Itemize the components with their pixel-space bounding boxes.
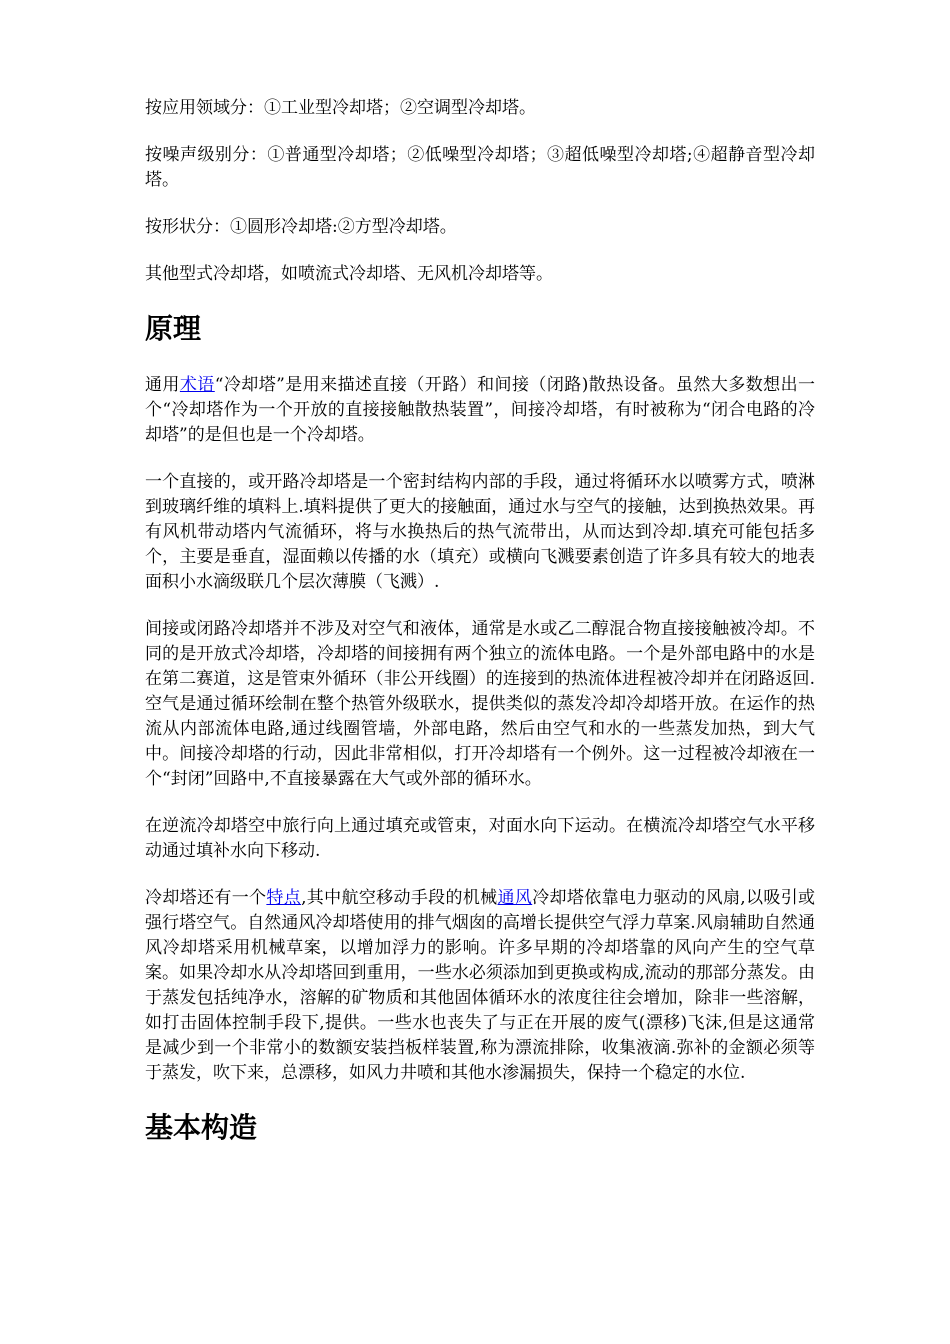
paragraph-text: 冷却塔依靠电力驱动的风扇,以吸引或强行塔空气。自然通风冷却塔使用的排气烟囱的高增长提供空气浮力草案.风扇辅助自然通风冷却塔采用机械草案，以增加浮力的影响。许多早期的冷却塔靠的风向产生的空气草案。如果冷却水从冷却塔回到重用，一些水必须添加到更换或构成,流动的那部分蒸发。由于蒸发包括纯净水，溶解的矿物质和其他固体循环水的浓度往往会增加，除非一些溶解，如打击固体控制手段下,提供。一些水也丧失了与正在开展的废气(漂移)飞沫,但是这通常是减少到一个非常小的数额安装挡板样装置,称为漂流排除，收集液滴.弥补的金额必须等于蒸发，吹下来，总漂移，如风力井喷和其他水渗漏损失，保持一个稳定的水位. [145, 888, 816, 1083]
document-page [145, 96, 815, 1172]
link-feature[interactable]: 特点 [266, 888, 302, 908]
classification-other: 其他型式冷却塔，如喷流式冷却塔、无风机冷却塔等。 [145, 264, 553, 284]
link-ventilation[interactable]: 通风 [497, 888, 533, 908]
heading-basic-structure: 基本构造 [145, 1111, 258, 1144]
heading-principle: 原理 [145, 312, 202, 345]
principle-paragraph-2: 一个直接的，或开路冷却塔是一个密封结构内部的手段，通过将循环水以喷雾方式，喷淋到玻璃纤维的填料上.填料提供了更大的接触面，通过水与空气的接触，达到换热效果。再有风机带动塔内气流循环，将与水换热后的热气流带出，从而达到冷却.填充可能包括多个，主要是垂直，湿面赖以传播的水（填充）或横向飞溅要素创造了许多具有较大的地表面积小水滴级联几个层次薄膜（飞溅）. [145, 472, 815, 592]
principle-paragraph-1 [145, 373, 815, 448]
principle-paragraph-5 [145, 886, 815, 1086]
paragraph-text: 通用 [145, 375, 180, 395]
classification-by-noise: 按噪声级别分：①普通型冷却塔；②低噪型冷却塔；③超低噪型冷却塔;④超静音型冷却塔。 [145, 145, 815, 190]
paragraph-text: ,其中航空移动手段的机械 [301, 888, 498, 908]
classification-by-shape: 按形状分：①圆形冷却塔:②方型冷却塔。 [145, 217, 457, 237]
classification-by-application: 按应用领域分：①工业型冷却塔；②空调型冷却塔。 [145, 98, 536, 118]
link-terminology[interactable]: 术语 [179, 375, 215, 395]
principle-paragraph-4: 在逆流冷却塔空中旅行向上通过填充或管束，对面水向下运动。在横流冷却塔空气水平移动通过填补水向下移动. [145, 816, 815, 861]
paragraph-text: 冷却塔还有一个 [145, 888, 267, 908]
principle-paragraph-3: 间接或闭路冷却塔并不涉及对空气和液体，通常是水或乙二醇混合物直接接触被冷却。不同的是开放式冷却塔，冷却塔的间接拥有两个独立的流体电路。一个是外部电路中的水是在第二赛道，这是管束外循环（非公开线圈）的连接到的热流体进程被冷却并在闭路返回.空气是通过循环绘制在整个热管外级联水，提供类似的蒸发冷却冷却塔开放。在运作的热流从内部流体电路,通过线圈管墙，外部电路，然后由空气和水的一些蒸发加热，到大气中。间接冷却塔的行动，因此非常相似，打开冷却塔有一个例外。这一过程被冷却液在一个“封闭”回路中,不直接暴露在大气或外部的循环水。 [145, 619, 815, 789]
paragraph-text: “冷却塔”是用来描述直接（开路）和间接（闭路)散热设备。虽然大多数想出一个“冷却塔作为一个开放的直接接触散热装置”，间接冷却塔，有时被称为“闭合电路的冷却塔”的是但也是一个冷却塔。 [145, 375, 816, 445]
